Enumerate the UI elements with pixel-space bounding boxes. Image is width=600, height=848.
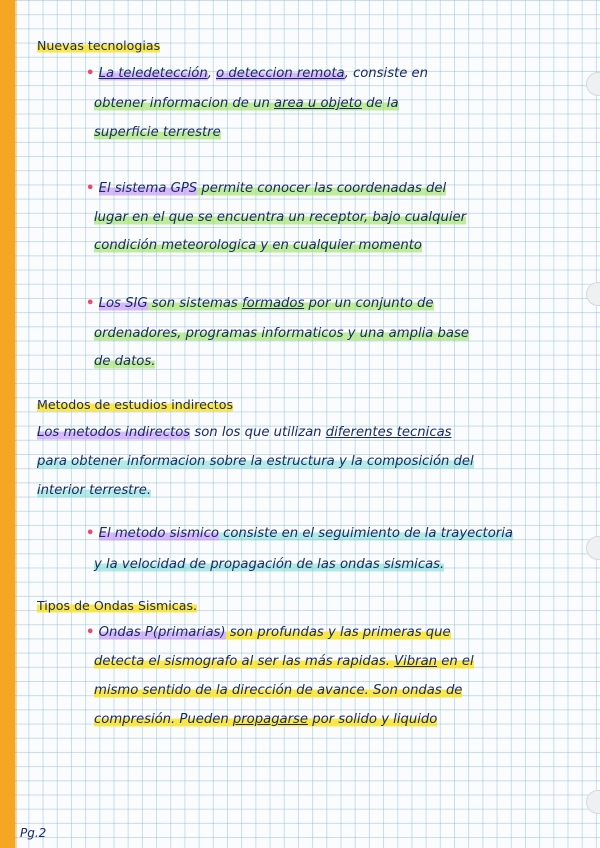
- text: para obtener informacion sobre la estructura y la composición del: [37, 454, 474, 469]
- heading-metodos-indirectos: [37, 397, 233, 413]
- text: mismo sentido de la dirección de avance. Son ondas de: [94, 683, 463, 698]
- term-area-objeto: area u objeto: [274, 96, 362, 111]
- ondas-p-line-1: [86, 625, 451, 641]
- text: , consiste en: [344, 66, 429, 81]
- text: interior terrestre.: [37, 483, 152, 498]
- text: por un conjunto de: [304, 296, 434, 311]
- term-sig: Los SIG: [98, 296, 148, 311]
- text: obtener informacion de un: [94, 96, 275, 111]
- bullet: •: [86, 625, 95, 640]
- teledeteccion-line-3: [94, 125, 221, 141]
- text: detecta el sismografo al ser las más rapidas.: [94, 654, 395, 669]
- text: son sistemas: [147, 296, 242, 311]
- binder-hole: [586, 282, 600, 306]
- term-diferentes-tecnicas: diferentes tecnicas: [325, 425, 452, 440]
- teledeteccion-line-1: [86, 66, 428, 82]
- text: son los que utilizan: [190, 425, 326, 440]
- term-metodos-indirectos: Los metodos indirectos: [37, 425, 191, 440]
- heading-text: Metodos de estudios indirectos: [37, 397, 234, 412]
- bullet: •: [86, 66, 95, 81]
- text: por solido y liquido: [308, 712, 438, 727]
- heading-text: Tipos de Ondas Sismicas.: [37, 598, 198, 613]
- sismico-line-1: [86, 526, 513, 542]
- heading-tipos-ondas: [37, 598, 197, 614]
- term-propagarse: propagarse: [232, 712, 309, 727]
- gps-line-2: [94, 210, 466, 226]
- heading-nuevas-tecnologias: [37, 38, 160, 54]
- text: consiste en el seguimiento de la trayectoria: [218, 526, 513, 541]
- text: compresión. Pueden: [94, 712, 233, 727]
- sig-line-1: [86, 296, 434, 312]
- text: lugar en el que se encuentra un receptor, bajo cualquier: [94, 210, 467, 225]
- sismico-line-2: [94, 557, 444, 573]
- ondas-p-line-3: [94, 683, 462, 699]
- metodos-line-2: [37, 454, 474, 470]
- sig-line-2: [94, 326, 469, 342]
- text: condición meteorologica y en cualquier momento: [94, 238, 422, 253]
- bullet: •: [86, 181, 95, 196]
- comma: ,: [207, 66, 217, 81]
- term-deteccion-remota: o deteccion remota: [216, 66, 345, 81]
- ondas-p-line-4: [94, 712, 437, 728]
- bullet: •: [86, 526, 95, 541]
- text: son profundas y las primeras que: [225, 625, 451, 640]
- teledeteccion-line-2: [94, 96, 399, 112]
- text: en el: [437, 654, 474, 669]
- ondas-p-line-2: [94, 654, 474, 670]
- bullet: •: [86, 296, 95, 311]
- term-metodo-sismico: El metodo sismico: [98, 526, 219, 541]
- term-teledeteccion: La teledetección: [98, 66, 208, 81]
- binder-hole: [586, 536, 600, 560]
- sig-line-3: [94, 354, 155, 370]
- text: de datos.: [94, 354, 156, 369]
- text: ordenadores, programas informaticos y una amplia base: [94, 326, 469, 341]
- margin-line: [15, 0, 17, 848]
- text: de la: [361, 96, 399, 111]
- metodos-line-1: [37, 425, 452, 441]
- metodos-line-3: [37, 483, 151, 499]
- term-gps: El sistema GPS: [98, 181, 198, 196]
- text: superficie terrestre: [94, 125, 221, 140]
- gps-line-1: [86, 181, 446, 197]
- margin-strip: [0, 0, 15, 848]
- binder-hole: [586, 72, 600, 96]
- heading-text: Nuevas tecnologias: [37, 38, 161, 53]
- text: y la velocidad de propagación de las ondas sismicas.: [94, 557, 445, 572]
- term-vibran: Vibran: [394, 654, 438, 669]
- term-formados: formados: [241, 296, 305, 311]
- term-ondas-p: Ondas P(primarias): [98, 625, 226, 640]
- binder-hole: [586, 790, 600, 814]
- page-number: Pg.2: [20, 826, 47, 840]
- text: permite conocer las coordenadas del: [197, 181, 447, 196]
- gps-line-3: [94, 238, 422, 254]
